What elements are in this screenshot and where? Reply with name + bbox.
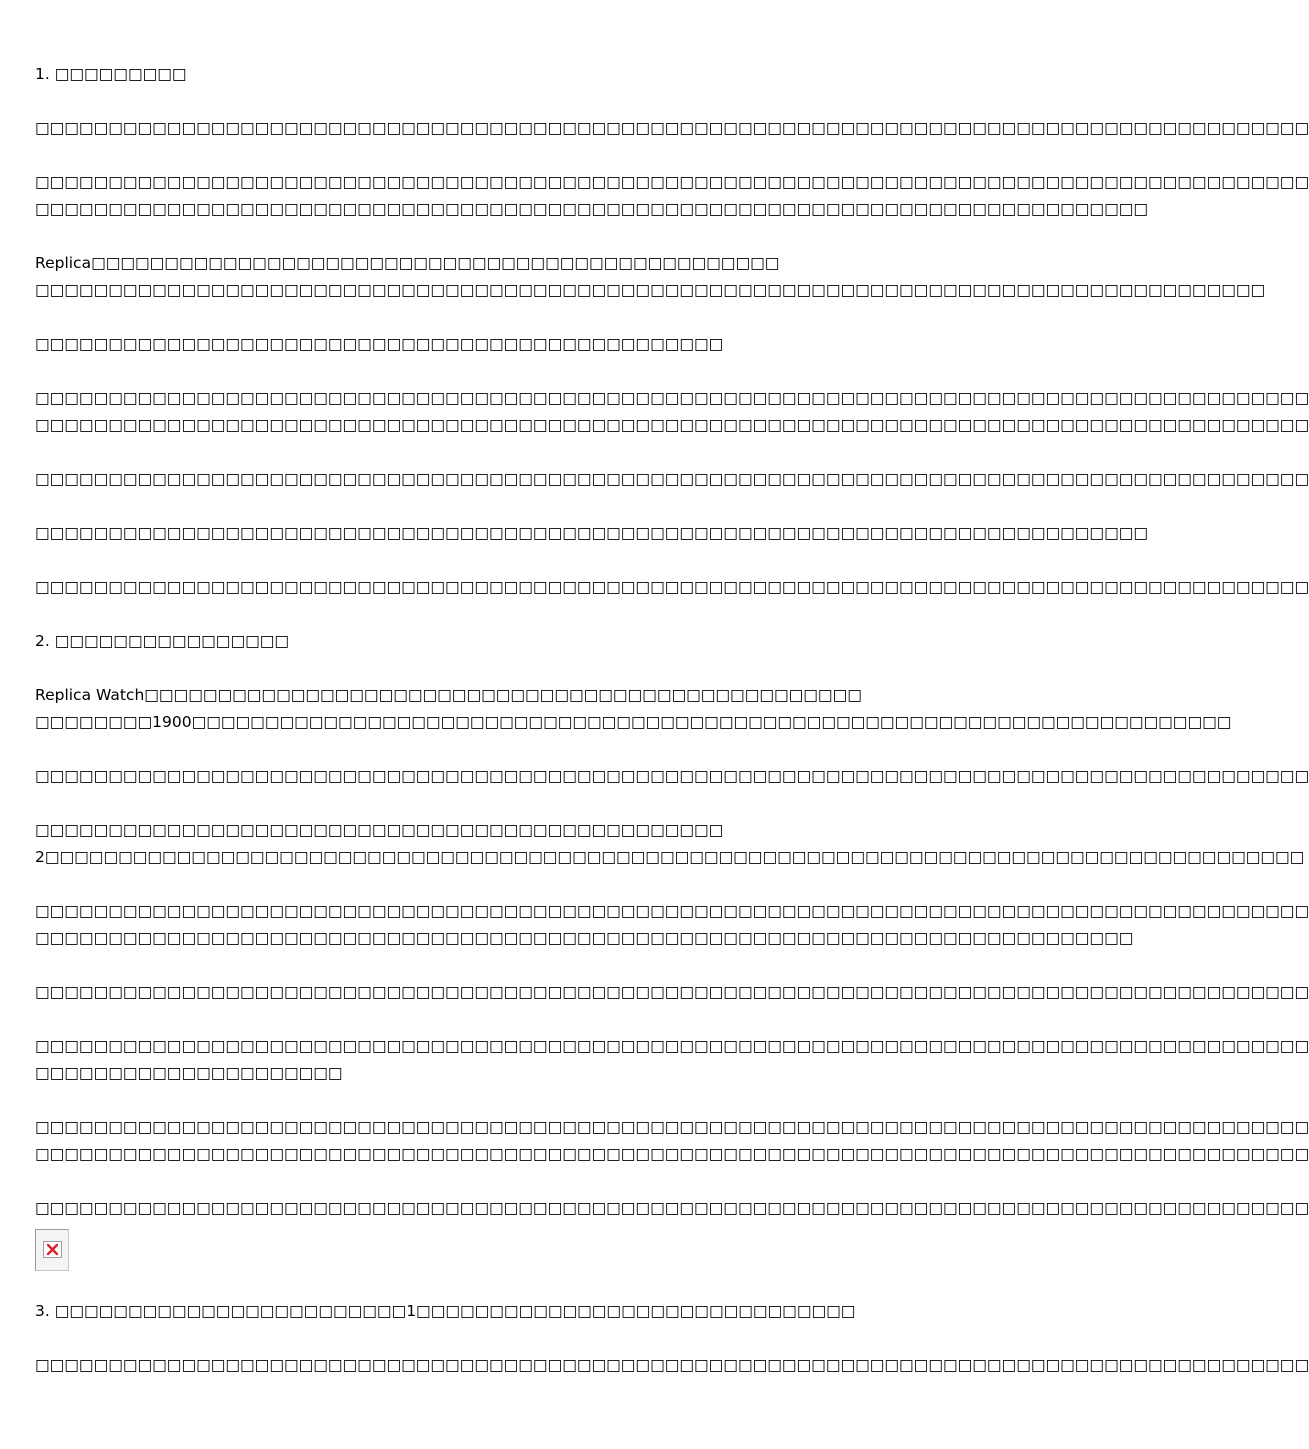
paragraph-gap [35, 358, 990, 385]
paragraph-gap [35, 304, 990, 331]
paragraph-line: □□□□□□□□□□□□□□□□□□□□□□□□□□□□□□□□□□□□□□□□□□□□□□□□□□□□□□□□□□□□□□□□□□□□□□□□□□□□□□□□□□□□□□□ [35, 1145, 1309, 1163]
paragraph-line: □□□□□□□□□□□□□□□□□□□□□□□□□□□□□□□□□□□□□□□□□□□□□□□□□□□□□□□□□□□□□□□□□□□□□□□□□□□□□□□□□□□□□□□ [35, 767, 1309, 785]
paragraph-line: □□□□□□□□□□□□□□□□□□□□□□□□□□□□□□□□□□□□□□□□□□□□□□□ [35, 335, 724, 353]
paragraph-gap [35, 871, 990, 898]
paragraph-line: □□□□□□□□□□□□□□□□□□□□□□□□□□□□□□□□□□□□□□□□□□□□□□□□□□□□□□□□□□□□□□□□□□□□□□□□□□□□□□□□□□□□□□□ [35, 578, 1309, 596]
close-icon [43, 1241, 62, 1258]
paragraph-gap [35, 736, 990, 763]
paragraph-gap [35, 439, 990, 466]
paragraph-gap [35, 790, 990, 817]
paragraph-line: □□□□□□□□□□□□□□□□□□□□□ [35, 1064, 343, 1082]
paragraph-gap [35, 493, 990, 520]
paragraph-line: □□□□□□□□□□□□□□□□□□□□□□□□□□□□□□□□□□□□□□□□□□□□□□□□□□□□□□□□□□□□□□□□□□□□□□□□□□□□ [35, 524, 1149, 542]
paragraph-gap [35, 88, 990, 115]
paragraph-gap [35, 655, 990, 682]
paragraph-gap [35, 952, 990, 979]
paragraph-line: □□□□□□□□□□□□□□□□□□□□□□□□□□□□□□□□□□□□□□□□□□□□□□□□□□□□□□□□□□□□□□□□□□□□□□□□□□□□□□□□□□□□ [35, 281, 1266, 299]
paragraph-line: 2□□□□□□□□□□□□□□□□□□□□□□□□□□□□□□□□□□□□□□□□□□□□□□□□□□□□□□□□□□□□□□□□□□□□□□□□□□□□□□□□□□□□□□ [35, 848, 1305, 866]
paragraph-line: □□□□□□□□□□□□□□□□□□□□□□□□□□□□□□□□□□□□□□□□□□□□□□□□□□□□□□□□□□□□□□□□□□□□□□□□□□□□□□□□□□□□□□□ [35, 119, 1309, 137]
paragraph-gap [35, 142, 990, 169]
paragraph-line: □□□□□□□□□□□□□□□□□□□□□□□□□□□□□□□□□□□□□□□□□□□□□□□□□□□□□□□□□□□□□□□□□□□□□□□□□□□□□□□□□□□□□□□ [35, 173, 1309, 191]
paragraph-line: □□□□□□□□□□□□□□□□□□□□□□□□□□□□□□□□□□□□□□□□□□□□□□□□□□□□□□□□□□□□□□□□□□□□□□□□□□□ [35, 929, 1134, 947]
paragraph-line: □□□□□□□□□□□□□□□□□□□□□□□□□□□□□□□□□□□□□□□□□□□□□□□□□□□□□□□□□□□□□□□□□□□□□□□□□□□□□□□□□□□□□□□ [35, 983, 1309, 1001]
paragraph-line: □□□□□□□□□□□□□□□□□□□□□□□□□□□□□□□□□□□□□□□□□□□□□□□□□□□□□□□□□□□□□□□□□□□□□□□□□□□□□□□□□□□□□□□ [35, 1118, 1309, 1136]
paragraph-gap [35, 601, 990, 628]
paragraph-gap [35, 1006, 990, 1033]
paragraph-line: Replica Watch□□□□□□□□□□□□□□□□□□□□□□□□□□□□□□□□□□□□□□□□□□□□□□□□□ [35, 686, 862, 704]
paragraph-line: □□□□□□□□□□□□□□□□□□□□□□□□□□□□□□□□□□□□□□□□□□□□□□□□□□□□□□□□□□□□□□□□□□□□□□□□□□□□□□□□□□□□□□□ [35, 902, 1309, 920]
paragraph-line: □□□□□□□□1900□□□□□□□□□□□□□□□□□□□□□□□□□□□□□□□□□□□□□□□□□□□□□□□□□□□□□□□□□□□□□□□□□□□□□□□ [35, 713, 1232, 731]
heading-section-1: 1. □□□□□□□□□ [35, 65, 187, 83]
broken-image-icon [35, 1229, 69, 1271]
paragraph-line: □□□□□□□□□□□□□□□□□□□□□□□□□□□□□□□□□□□□□□□□□□□□□□□□□□□□□□□□□□□□□□□□□□□□□□□□□□□□□□□□□□□□□□□ [35, 389, 1309, 407]
paragraph-line: □□□□□□□□□□□□□□□□□□□□□□□□□□□□□□□□□□□□□□□□□□□□□□□□□□□□□□□□□□□□□□□□□□□□□□□□□□□□□□□□□□□□□□□ [35, 470, 1309, 488]
paragraph-gap [35, 547, 990, 574]
paragraph-line: □□□□□□□□□□□□□□□□□□□□□□□□□□□□□□□□□□□□□□□□□□□□□□□□□□□□□□□□□□□□□□□□□□□□□□□□□□□□□□□□□□□□□□□ [35, 416, 1309, 434]
paragraph-gap [35, 223, 990, 250]
heading-section-2: 2. □□□□□□□□□□□□□□□□ [35, 632, 290, 650]
paragraph-gap [35, 1087, 990, 1114]
heading-section-3: 3. □□□□□□□□□□□□□□□□□□□□□□□□1□□□□□□□□□□□□□□□□□□□□□□□□□□□□□□ [35, 1302, 856, 1320]
paragraph-line: □□□□□□□□□□□□□□□□□□□□□□□□□□□□□□□□□□□□□□□□□□□□□□□□□□□□□□□□□□□□□□□□□□□□□□□□□□□□□□□□□□□□□□□ [35, 1199, 1309, 1217]
paragraph-line: □□□□□□□□□□□□□□□□□□□□□□□□□□□□□□□□□□□□□□□□□□□□□□□□□□□□□□□□□□□□□□□□□□□□□□□□□□□□□□□□□□□□□□□ [35, 1037, 1309, 1055]
paragraph-line: □□□□□□□□□□□□□□□□□□□□□□□□□□□□□□□□□□□□□□□□□□□□□□□ [35, 821, 724, 839]
paragraph-line: □□□□□□□□□□□□□□□□□□□□□□□□□□□□□□□□□□□□□□□□□□□□□□□□□□□□□□□□□□□□□□□□□□□□□□□□□□□□□□□□□□□□□□□ [35, 1356, 1309, 1374]
paragraph-gap [35, 1271, 990, 1298]
paragraph-line: □□□□□□□□□□□□□□□□□□□□□□□□□□□□□□□□□□□□□□□□□□□□□□□□□□□□□□□□□□□□□□□□□□□□□□□□□□□□ [35, 200, 1149, 218]
paragraph-gap [35, 1325, 990, 1352]
document-body [35, 61, 1309, 1379]
paragraph-line: Replica□□□□□□□□□□□□□□□□□□□□□□□□□□□□□□□□□□□□□□□□□□□□□□□ [35, 254, 780, 272]
paragraph-gap [35, 1168, 990, 1195]
